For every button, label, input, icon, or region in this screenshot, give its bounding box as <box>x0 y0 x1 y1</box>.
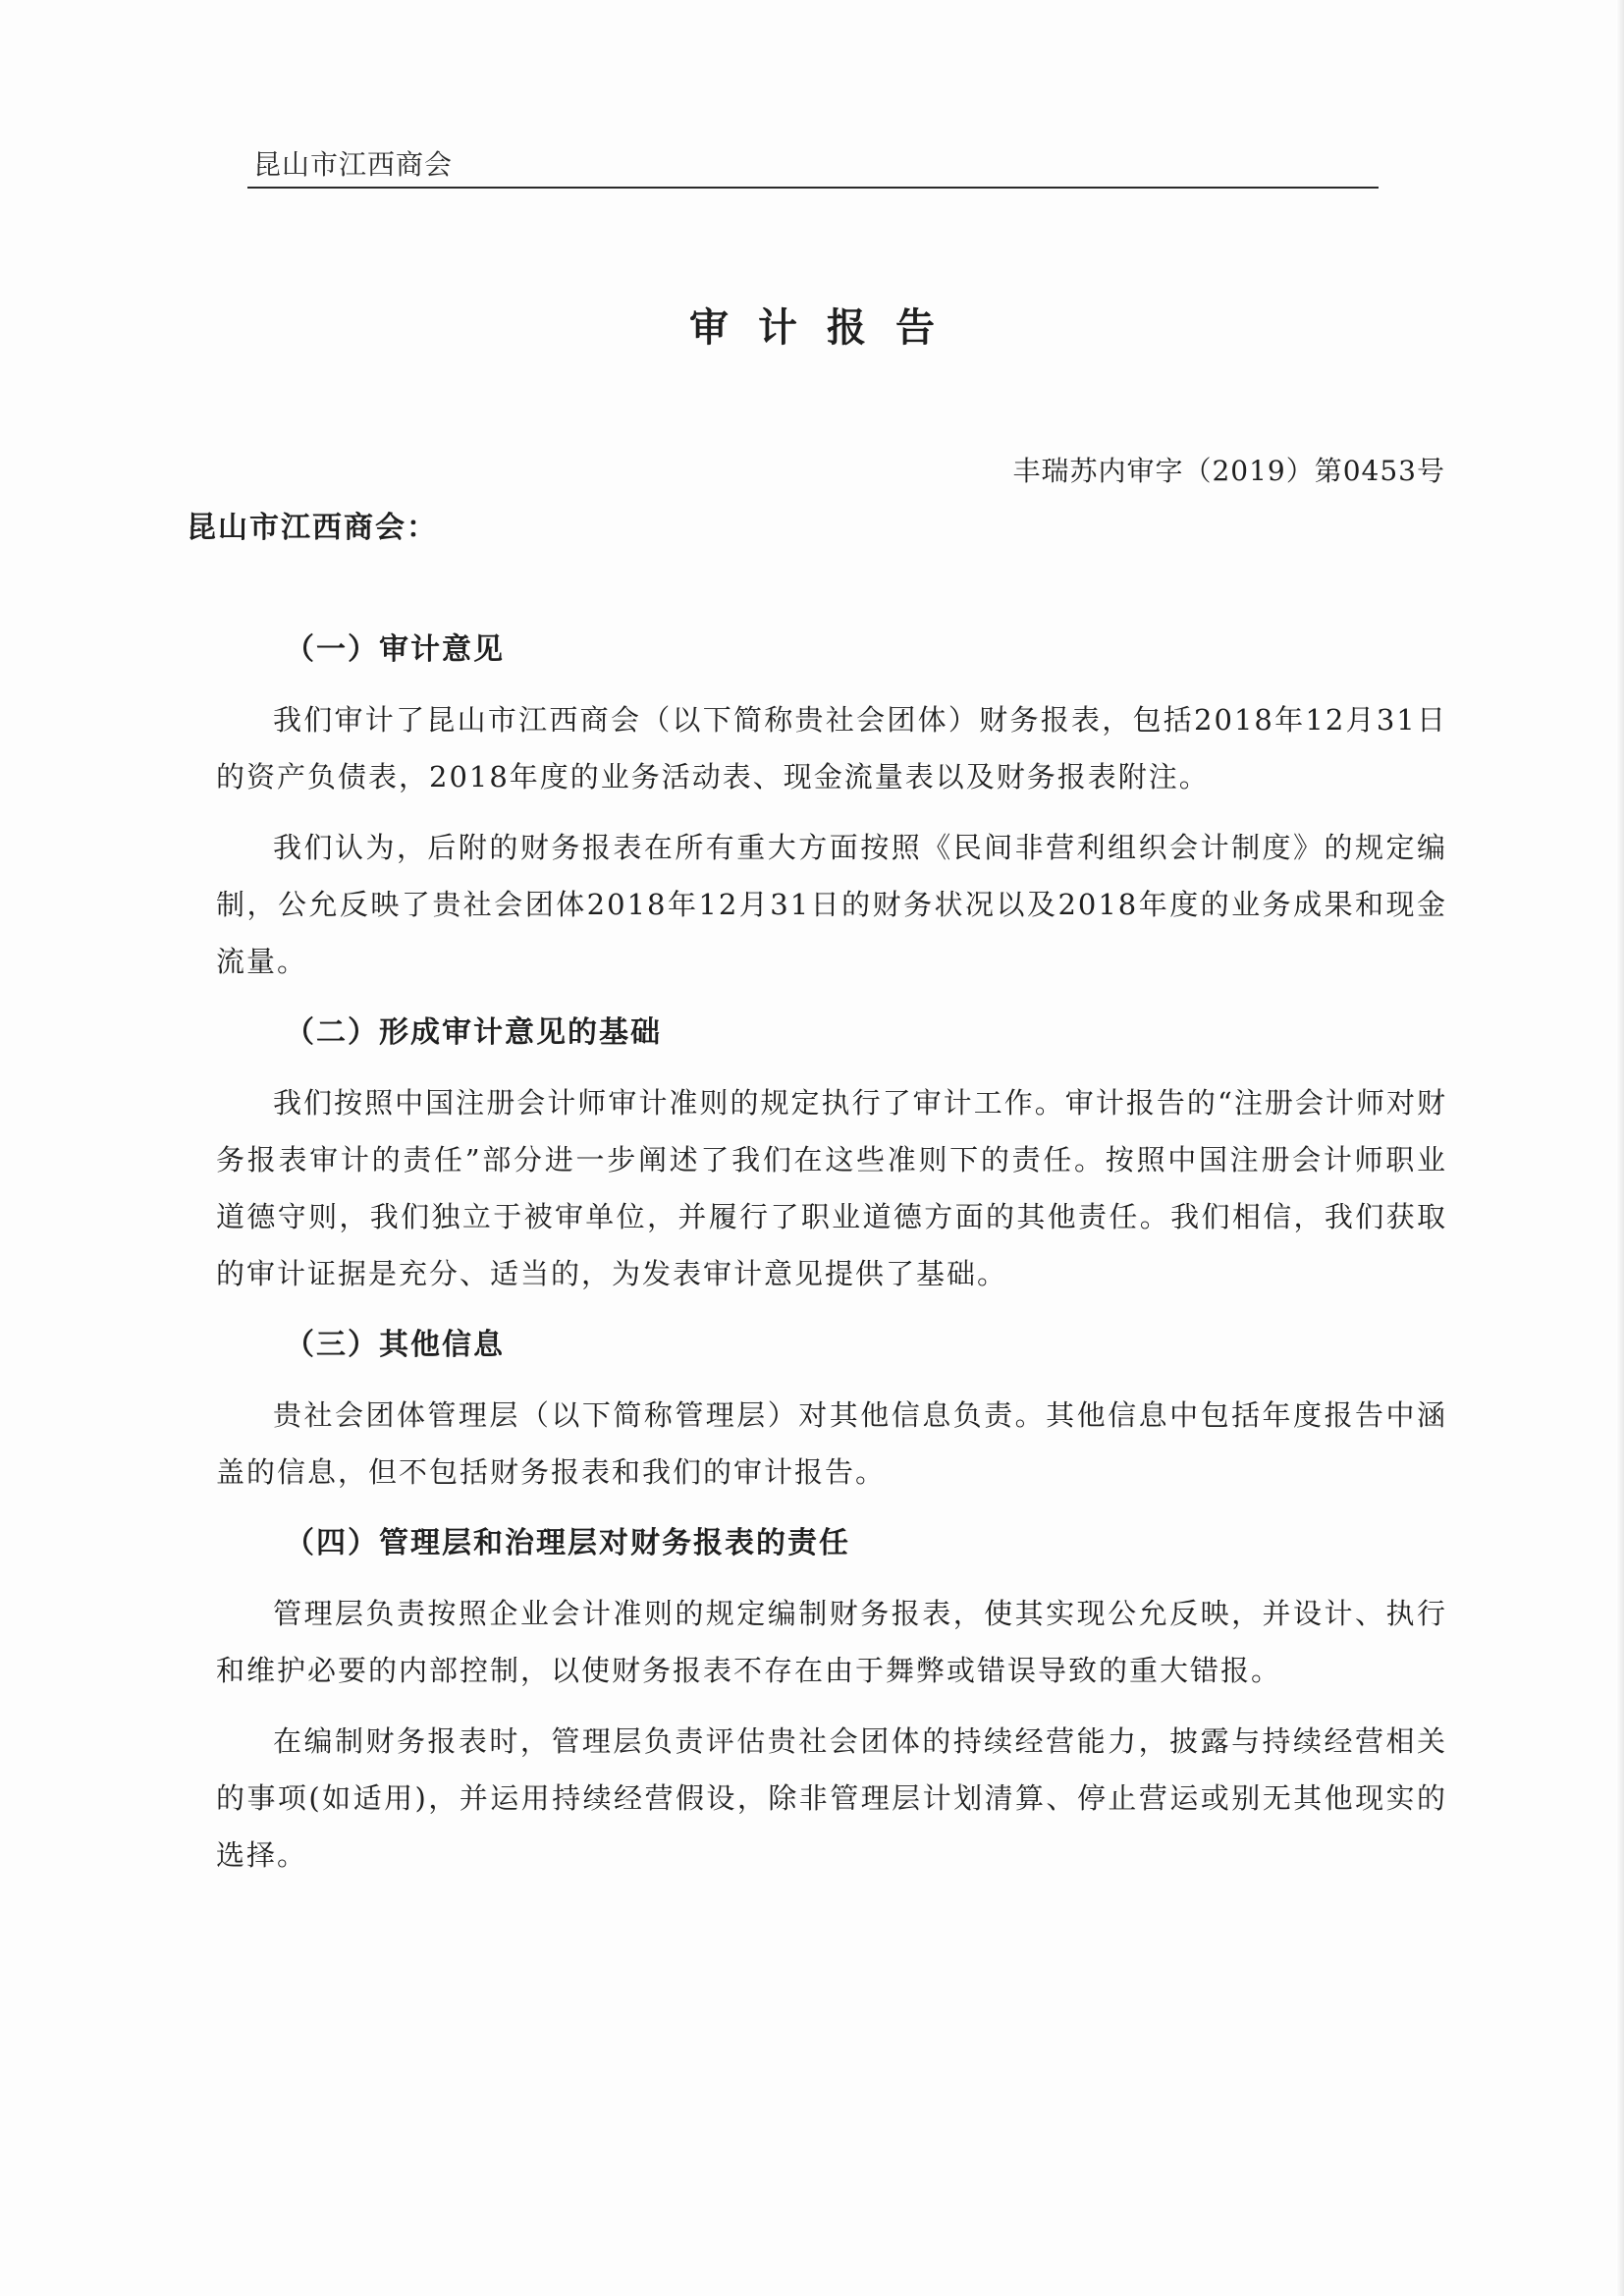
paragraph: 我们认为，后附的财务报表在所有重大方面按照《民间非营利组织会计制度》的规定编制，公允反映了贵社会团体2018年12月31日的财务状况以及2018年度的业务成果和现金流量。 <box>216 831 1447 978</box>
paragraph: 我们按照中国注册会计师审计准则的规定执行了审计工作。审计报告的“注册会计师对财务报表审计的责任”部分进一步阐述了我们在这些准则下的责任。按照中国注册会计师职业道德守则，我们独立于被审单位，并履行了职业道德方面的其他责任。我们相信，我们获取的审计证据是充分、适当的，为发表审计意见提供了基础。 <box>216 1086 1447 1290</box>
header-organization: 昆山市江西商会 <box>253 148 454 181</box>
report-title: 审计报告 <box>689 304 964 351</box>
section-basis-for-opinion <box>216 1004 1447 1302</box>
section-heading: （三）其他信息 <box>285 1328 505 1362</box>
section-heading: （二）形成审计意见的基础 <box>285 1015 662 1050</box>
section-heading: （一）审计意见 <box>285 632 505 667</box>
paragraph: 我们审计了昆山市江西商会（以下简称贵社会团体）财务报表，包括2018年12月31日的资产负债表，2018年度的业务活动表、现金流量表以及财务报表附注。 <box>216 703 1447 793</box>
paragraph: 在编制财务报表时，管理层负责评估贵社会团体的持续经营能力，披露与持续经营相关的事项(如适用)，并运用持续经营假设，除非管理层计划清算、停止营运或别无其他现实的选择。 <box>216 1724 1447 1872</box>
paragraph: 管理层负责按照企业会计准则的规定编制财务报表，使其实现公允反映，并设计、执行和维护必要的内部控制，以使财务报表不存在由于舞弊或错误导致的重大错报。 <box>216 1597 1447 1687</box>
document-number: 丰瑞苏内审字（2019）第0453号 <box>1012 455 1445 487</box>
header-rule <box>247 187 1379 189</box>
report-body <box>216 621 1447 1897</box>
section-audit-opinion <box>216 621 1447 990</box>
section-other-information <box>216 1316 1447 1501</box>
section-management-responsibility <box>216 1514 1447 1884</box>
addressee: 昆山市江西商会： <box>187 511 438 545</box>
section-heading: （四）管理层和治理层对财务报表的责任 <box>285 1526 850 1560</box>
paragraph: 贵社会团体管理层（以下简称管理层）对其他信息负责。其他信息中包括年度报告中涵盖的信息，但不包括财务报表和我们的审计报告。 <box>216 1398 1447 1489</box>
